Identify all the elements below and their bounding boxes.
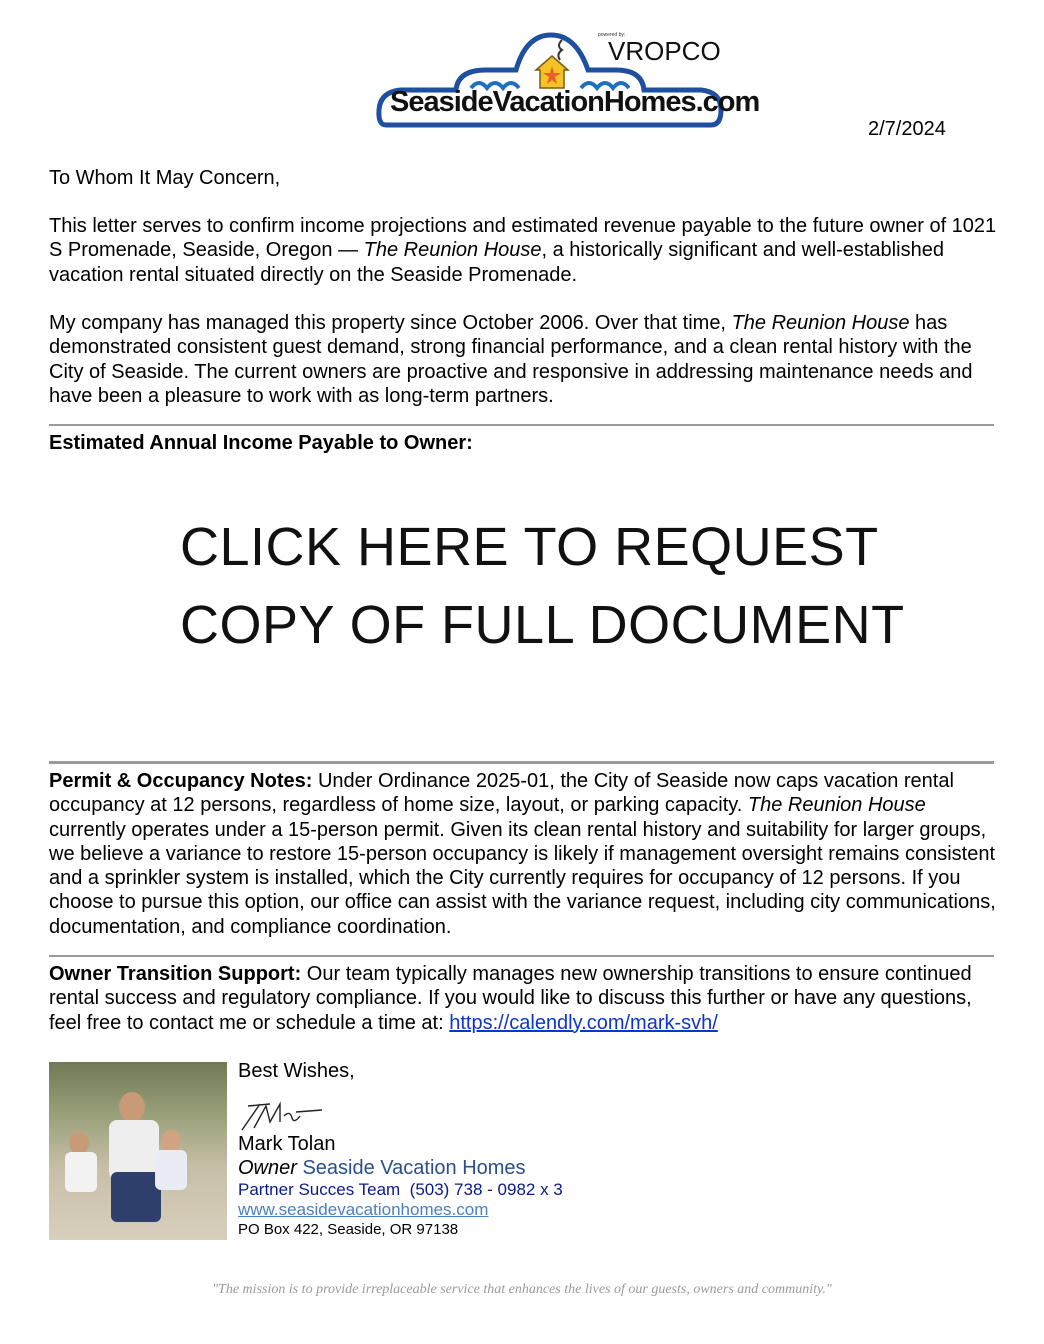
history-text-a: My company has managed this property since October 2006. Over that time, xyxy=(49,312,732,334)
intro-text-b: , a historically significant and well-established vacation rental situated directly on the Seaside Promenade. xyxy=(49,239,944,286)
intro-text-a: This letter serves to confirm income projections and estimated revenue payable to the future owner of 1021 S Promenade, Seaside, Oregon — xyxy=(49,215,997,262)
permit-label: Permit & Occupancy Notes: xyxy=(49,770,313,792)
property-name: The Reunion House xyxy=(731,312,910,334)
signer-name: Mark Tolan xyxy=(238,1133,336,1155)
divider xyxy=(49,424,994,426)
owner-transition xyxy=(49,962,999,1035)
logo-powered-by: powered by: xyxy=(598,32,626,38)
cta-line-2[interactable]: COPY OF FULL DOCUMENT xyxy=(180,595,905,655)
permit-notes xyxy=(49,769,999,939)
salutation: To Whom It May Concern, xyxy=(49,167,281,189)
signer-title-line xyxy=(238,1156,526,1180)
divider xyxy=(49,761,994,764)
website-link[interactable]: www.seasidevacationhomes.com xyxy=(238,1200,489,1219)
letter-date: 2/7/2024 xyxy=(868,118,946,140)
paragraph-intro xyxy=(49,214,999,287)
logo-vropco: VROPCO xyxy=(608,36,721,66)
history-text-b: has demonstrated consistent guest demand, strong financial performance, and a clean rental history with the City of Seaside. The current owners are proactive and responsive in addressing maintenance needs and have been a pleasure to work with as long-term partners. xyxy=(49,312,973,407)
company-name: Seaside Vacation Homes xyxy=(302,1157,526,1179)
divider xyxy=(49,955,994,957)
mission-statement: "The mission is to provide irreplaceable service that enhances the lives of our guests, owners and community." xyxy=(212,1282,832,1297)
income-heading: Estimated Annual Income Payable to Owner: xyxy=(49,432,473,454)
owner-photo xyxy=(49,1062,227,1240)
handwritten-signature xyxy=(240,1100,330,1132)
permit-text-b: currently operates under a 15-person permit. Given its clean rental history and suitability for larger groups, we believe a variance to restore 15-person occupancy is likely if management oversight remains consistent and a sprinkler system is installed, which the City currently requires for occupancy of 12 persons. If you choose to pursue this option, our office can assist with the variance request, including city communications, documentation, and compliance coordination. xyxy=(49,818,996,938)
transition-label: Owner Transition Support: xyxy=(49,963,302,985)
logo-wordmark xyxy=(390,86,759,119)
closing: Best Wishes, xyxy=(238,1060,355,1082)
property-name: The Reunion House xyxy=(363,239,542,262)
permit-text-a: Under Ordinance 2025-01, the City of Seaside now caps vacation rental occupancy at 12 persons, regardless of home size, layout, or parking capacity. xyxy=(49,770,954,817)
logo-text: SeasideVacationHomes.com xyxy=(390,86,760,118)
signer-title: Owner xyxy=(238,1157,297,1179)
team-phone: Partner Succes Team (503) 738 - 0982 x 3 xyxy=(238,1180,563,1199)
calendly-link[interactable]: https://calendly.com/mark-svh/ xyxy=(449,1011,718,1034)
transition-text: Our team typically manages new ownership transitions to ensure continued rental success and regulatory compliance. If you would like to discuss this further or have any questions, feel free to contact me or schedule a time at: xyxy=(49,963,972,1034)
property-name: The Reunion House xyxy=(747,794,926,817)
company-logo xyxy=(376,30,760,130)
paragraph-history xyxy=(49,311,999,408)
cta-line-1[interactable]: CLICK HERE TO REQUEST xyxy=(180,517,879,577)
mailing-address: PO Box 422, Seaside, OR 97138 xyxy=(238,1221,459,1238)
